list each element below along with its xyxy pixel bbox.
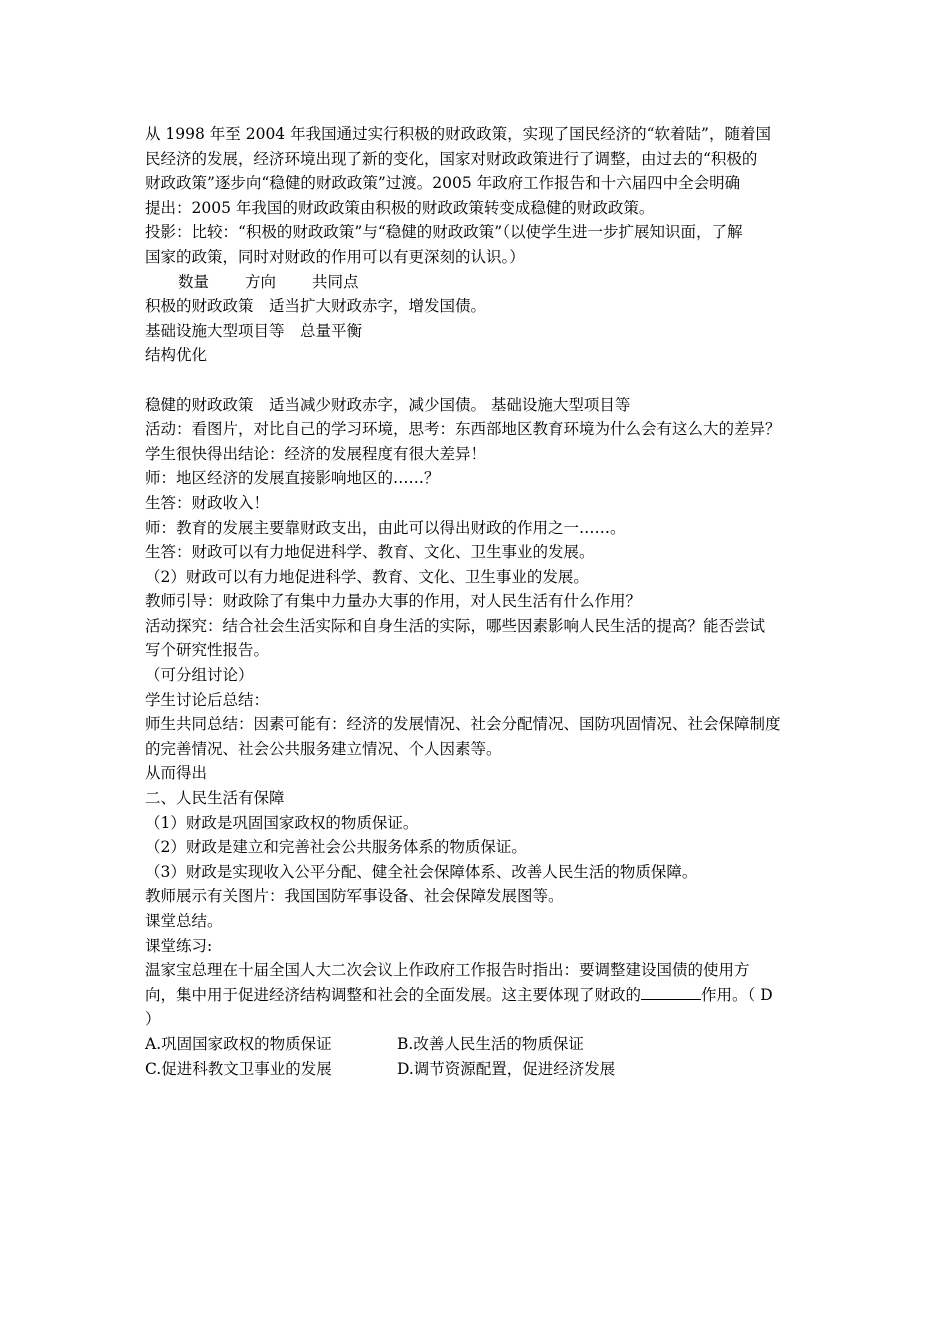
question-line	[145, 983, 825, 1008]
text-line: 活动探究：结合社会生活实际和自身生活的实际，哪些因素影响人民生活的提高？能否尝试	[145, 616, 766, 635]
header-direction: 方向	[245, 272, 277, 291]
positive-policy-row-cont: 结构优化	[145, 346, 208, 365]
projection-paragraph	[145, 220, 825, 269]
document-body	[145, 122, 825, 1081]
positive-policy-row: 积极的财政政策 适当扩大财政赤字，增发国债。	[145, 297, 487, 316]
text-line: 师：教育的发展主要靠财政支出，由此可以得出财政的作用之一……。	[145, 518, 626, 537]
question-line: 温家宝总理在十届全国人大二次会议上作政府工作报告时指出：要调整建设国债的使用方	[145, 961, 750, 980]
question-line: ）	[145, 1010, 161, 1029]
text-line: 写个研究性报告。	[145, 641, 270, 660]
text-line: 师生共同总结：因素可能有：经济的发展情况、社会分配情况、国防巩固情况、社会保障制度	[145, 715, 781, 734]
text-line: （2）财政是建立和完善社会公共服务体系的物质保证。	[145, 838, 527, 857]
text-line: 生答：财政可以有力地促进科学、教育、文化、卫生事业的发展。	[145, 543, 595, 562]
intro-paragraph	[145, 122, 825, 220]
option-c: C.促进科教文卫事业的发展	[145, 1059, 332, 1078]
section-heading: 二、人民生活有保障	[145, 789, 285, 808]
text-line: 教师引导：财政除了有集中力量办大事的作用，对人民生活有什么作用？	[145, 592, 642, 611]
text-line: 民经济的发展，经济环境出现了新的变化，国家对财政政策进行了调整，由过去的“积极的	[145, 149, 758, 168]
header-quantity: 数量	[178, 272, 210, 291]
text-line: 学生讨论后总结：	[145, 690, 270, 709]
exercise-question	[145, 958, 825, 1081]
comparison-block	[145, 270, 825, 418]
option-a: A.巩固国家政权的物质保证	[145, 1034, 332, 1053]
text-line: 课堂练习:	[145, 936, 213, 955]
options-row	[145, 1032, 825, 1057]
text-line: 师：地区经济的发展直接影响地区的……？	[145, 469, 440, 488]
text-line: 教师展示有关图片：我国国防军事设备、社会保障发展图等。	[145, 887, 564, 906]
question-answer: 作用。（ D	[701, 985, 773, 1004]
option-b: B.改善人民生活的物质保证	[397, 1034, 584, 1053]
text-line: 从而得出	[145, 764, 208, 783]
text-line: （可分组讨论）	[145, 666, 254, 685]
positive-policy-row-cont: 基础设施大型项目等 总量平衡	[145, 321, 363, 340]
option-d: D.调节资源配置，促进经济发展	[397, 1059, 616, 1078]
text-line: 课堂总结。	[145, 912, 223, 930]
text-line: （3）财政是实现收入公平分配、健全社会保障体系、改善人民生活的物质保障。	[145, 862, 698, 881]
text-line: 财政政策”逐步向“稳健的财政政策”过渡。2005 年政府工作报告和十六届四中全会明确	[145, 174, 741, 193]
text-line: 活动：看图片，对比自己的学习环境，思考：东西部地区教育环境为什么会有这么大的差异？	[145, 420, 781, 439]
answer-blank	[641, 984, 701, 1000]
text-line: 投影：比较：“积极的财政政策”与“稳健的财政政策”（以使学生进一步扩展知识面，了解	[145, 223, 743, 242]
text-line: 提出：2005 年我国的财政政策由积极的财政政策转变成稳健的财政政策。	[145, 198, 655, 217]
stable-policy-row: 稳健的财政政策 适当减少财政赤字，减少国债。 基础设施大型项目等	[145, 395, 631, 414]
text-line: （1）财政是巩固国家政权的物质保证。	[145, 813, 419, 832]
text-line: （2）财政可以有力地促进科学、教育、文化、卫生事业的发展。	[145, 567, 589, 586]
dialogue-section	[145, 417, 825, 958]
question-text: 向，集中用于促进经济结构调整和社会的全面发展。这主要体现了财政的	[145, 985, 642, 1004]
text-line: 国家的政策，同时对财政的作用可以有更深刻的认识。）	[145, 247, 525, 266]
text-line: 从 1998 年至 2004 年我国通过实行积极的财政政策，实现了国民经济的“软着陆”，随着国	[145, 125, 771, 143]
header-common: 共同点	[312, 272, 359, 291]
text-line: 的完善情况、社会公共服务建立情况、个人因素等。	[145, 739, 502, 758]
comparison-header	[145, 270, 825, 295]
options-row	[145, 1057, 825, 1082]
text-line: 学生很快得出结论：经济的发展程度有很大差异！	[145, 444, 487, 463]
text-line: 生答：财政收入！	[145, 493, 270, 512]
